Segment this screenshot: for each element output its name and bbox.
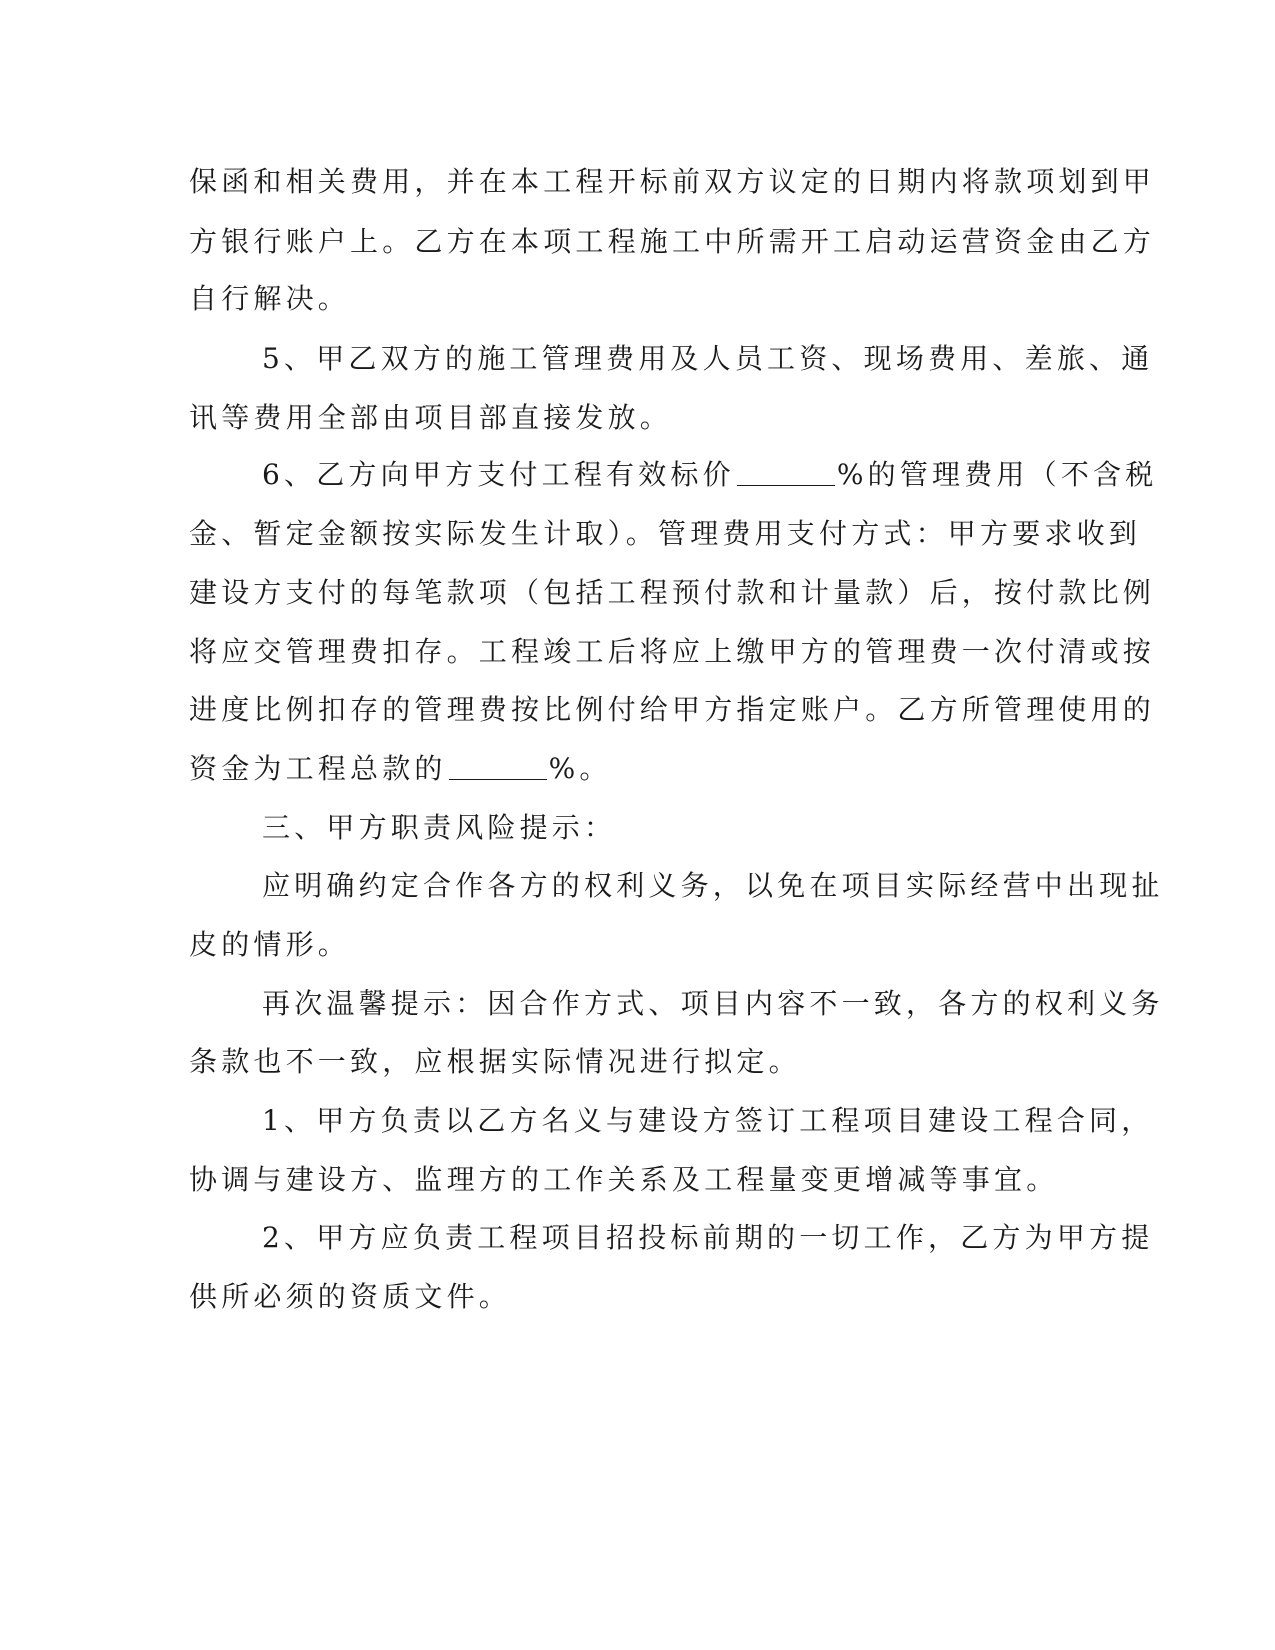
section-heading: 三、甲方职责风险提示： <box>262 811 617 844</box>
clause-2-line: 2、甲方应负责工程项目招投标前期的一切工作，乙方为甲方提 <box>262 1221 1154 1254</box>
text-line: 建设方支付的每笔款项（包括工程预付款和计量款）后，按付款比例 <box>189 576 1156 609</box>
text-line: 将应交管理费扣存。工程竣工后将应上缴甲方的管理费一次付清或按 <box>189 635 1156 668</box>
text-line: 协调与建设方、监理方的工作关系及工程量变更增减等事宜。 <box>189 1163 1059 1196</box>
text-line: 方银行账户上。乙方在本项工程施工中所需开工启动运营资金由乙方 <box>189 225 1156 258</box>
text-line-with-blank <box>189 749 1089 789</box>
clause-6-line <box>262 455 1162 495</box>
clause-5-line: 5、甲乙双方的施工管理费用及人员工资、现场费用、差旅、通 <box>262 342 1154 375</box>
text-line: 金、暂定金额按实际发生计取）。管理费用支付方式：甲方要求收到 <box>189 517 1142 550</box>
fill-in-blank[interactable] <box>449 749 547 780</box>
text-line: 讯等费用全部由项目部直接发放。 <box>189 401 673 434</box>
fund-ratio-suffix: %。 <box>548 752 612 785</box>
text-line: 供所必须的资质文件。 <box>189 1280 512 1313</box>
clause-6-text-cont: %的管理费用（不含税 <box>836 458 1158 491</box>
reminder-line: 再次温馨提示：因合作方式、项目内容不一致，各方的权利义务 <box>262 987 1164 1020</box>
text-line: 自行解决。 <box>189 282 351 315</box>
text-line: 应明确约定合作各方的权利义务，以免在项目实际经营中出现扯 <box>262 869 1164 902</box>
text-line: 皮的情形。 <box>189 928 351 961</box>
fund-ratio-text: 资金为工程总款的 <box>189 752 447 785</box>
text-line: 保函和相关费用，并在本工程开标前双方议定的日期内将款项划到甲 <box>189 165 1156 198</box>
fill-in-blank[interactable] <box>737 455 835 486</box>
text-line: 条款也不一致，应根据实际情况进行拟定。 <box>189 1045 801 1078</box>
clause-6-text: 6、乙方向甲方支付工程有效标价 <box>262 458 735 491</box>
text-line: 进度比例扣存的管理费按比例付给甲方指定账户。乙方所管理使用的 <box>189 693 1156 726</box>
clause-1-line: 1、甲方负责以乙方名义与建设方签订工程项目建设工程合同， <box>262 1104 1154 1137</box>
